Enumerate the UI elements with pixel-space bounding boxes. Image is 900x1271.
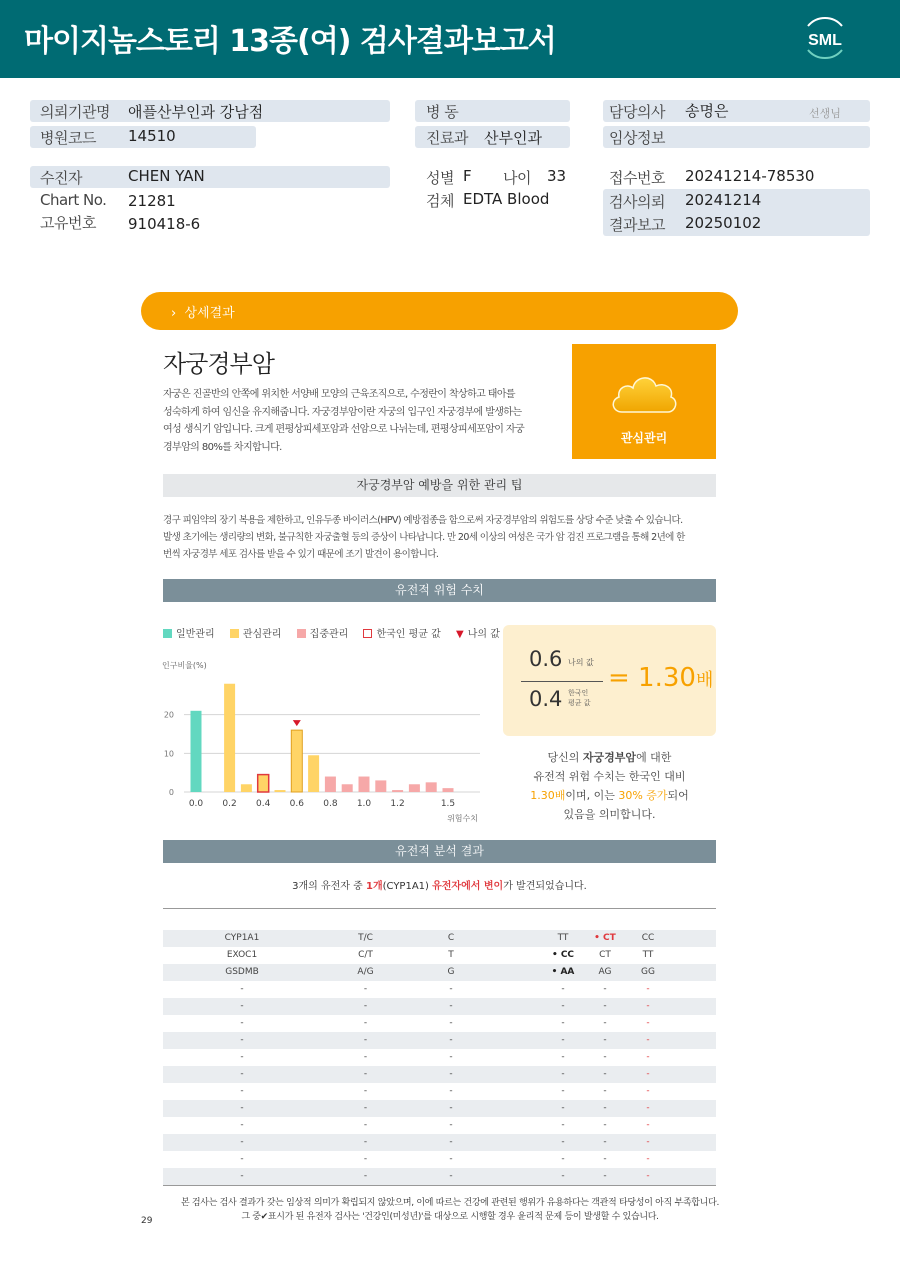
uid-label: 고유번호 bbox=[40, 214, 96, 232]
table-cell: - bbox=[646, 1137, 650, 1147]
legend-label: 한국인 평균 값 bbox=[376, 629, 441, 640]
table-cell: - bbox=[240, 1001, 244, 1011]
report-title: 마이지놈스토리 13종(여) 검사결과보고서 bbox=[24, 24, 556, 59]
table-cell: - bbox=[363, 1018, 368, 1028]
y-tick-label: 0 bbox=[168, 788, 174, 797]
table-cell: - bbox=[646, 1086, 650, 1096]
risk-desc-line: 유전적 위험 수치는 한국인 대비 bbox=[533, 770, 686, 783]
institution-label: 의뢰기관명 bbox=[40, 103, 110, 121]
table-cell: - bbox=[363, 1001, 368, 1011]
ratio-number: = 1.30 bbox=[608, 663, 696, 693]
receipt-value: 20241214-78530 bbox=[685, 167, 815, 185]
table-row bbox=[163, 981, 716, 998]
table-cell: - bbox=[646, 1120, 650, 1130]
table-cell: - bbox=[449, 1035, 453, 1045]
table-cell: GSDMB bbox=[225, 967, 259, 977]
gene-table bbox=[163, 930, 716, 1185]
table-row bbox=[163, 1015, 716, 1032]
bar bbox=[308, 755, 319, 792]
risk-desc-line: 당신의 자궁경부암에 대한 bbox=[547, 751, 672, 764]
table-cell: - bbox=[603, 1069, 607, 1079]
my-value-label: 나의 값 bbox=[568, 658, 594, 667]
table-cell: - bbox=[363, 1035, 368, 1045]
table-cell: - bbox=[561, 1137, 565, 1147]
bar bbox=[359, 777, 370, 792]
request-label: 검사의뢰 bbox=[609, 193, 665, 211]
table-cell: - bbox=[561, 1103, 565, 1113]
table-cell: - bbox=[240, 1154, 244, 1164]
y-tick-label: 10 bbox=[163, 749, 174, 759]
bar bbox=[325, 777, 336, 792]
table-cell: - bbox=[240, 1137, 244, 1147]
legend-swatch bbox=[297, 629, 306, 638]
table-cell: - bbox=[363, 1137, 368, 1147]
table-cell: - bbox=[363, 1086, 368, 1096]
legend-swatch bbox=[230, 629, 239, 638]
table-cell: - bbox=[240, 1103, 244, 1113]
table-cell: - bbox=[449, 1120, 453, 1130]
table-cell: - bbox=[603, 1001, 607, 1011]
table-cell: - bbox=[449, 984, 453, 994]
table-cell: - bbox=[449, 1086, 453, 1096]
bar bbox=[443, 788, 454, 792]
dept-label: 진료과 bbox=[426, 129, 468, 147]
table-row bbox=[163, 1151, 716, 1168]
table-row bbox=[163, 964, 716, 981]
table-cell: - bbox=[449, 1001, 453, 1011]
table-cell: - bbox=[646, 1069, 650, 1079]
table-cell: - bbox=[363, 1120, 368, 1130]
patient-label: 수진자 bbox=[40, 169, 82, 187]
page-number: 29 bbox=[141, 1216, 153, 1226]
status-card bbox=[572, 344, 716, 459]
table-cell: - bbox=[449, 1154, 453, 1164]
logo-text: SML bbox=[808, 32, 842, 49]
hospital-code-label: 병원코드 bbox=[40, 129, 96, 147]
disease-description bbox=[163, 386, 563, 456]
x-tick-label: 0.8 bbox=[323, 799, 338, 809]
tips-title: 자궁경부암 예방을 위한 관리 팁 bbox=[163, 474, 716, 497]
table-cell: - bbox=[603, 1154, 607, 1164]
table-top-rule bbox=[163, 908, 716, 909]
bar bbox=[342, 784, 353, 792]
table-row bbox=[163, 1032, 716, 1049]
table-cell: - bbox=[240, 1086, 244, 1096]
table-cell: - bbox=[240, 1035, 244, 1045]
table-cell: - bbox=[646, 984, 650, 994]
table-cell: - bbox=[240, 1171, 244, 1181]
patient-value: CHEN YAN bbox=[128, 167, 205, 185]
sex-label: 성별 bbox=[426, 169, 454, 187]
x-tick-label: 1.5 bbox=[440, 799, 456, 809]
legend-swatch bbox=[363, 629, 372, 638]
table-cell: AG bbox=[598, 967, 612, 977]
bar bbox=[224, 684, 235, 792]
table-cell: CT bbox=[599, 950, 611, 960]
analysis-title: 유전적 분석 결과 bbox=[163, 840, 716, 863]
table-bottom-rule bbox=[163, 1185, 716, 1186]
bar bbox=[409, 784, 420, 792]
table-cell: - bbox=[603, 1018, 607, 1028]
table-cell: - bbox=[449, 1018, 453, 1028]
x-tick-label: 0.6 bbox=[289, 799, 304, 809]
report-header bbox=[0, 0, 900, 78]
doctor-value: 송명은 bbox=[685, 102, 729, 120]
disease-title: 자궁경부암 bbox=[163, 350, 274, 378]
tips-text bbox=[163, 512, 723, 563]
ratio-value bbox=[608, 663, 713, 693]
table-cell: - bbox=[646, 1035, 650, 1045]
table-cell: - bbox=[561, 1001, 565, 1011]
avg-value: 0.4 bbox=[529, 687, 563, 711]
table-cell: TT bbox=[557, 933, 569, 943]
legend-korean-avg bbox=[363, 625, 440, 640]
bar bbox=[275, 790, 286, 792]
bar bbox=[241, 784, 252, 792]
table-cell: - bbox=[646, 1018, 650, 1028]
risk-distribution-chart bbox=[160, 655, 490, 825]
receipt-label: 접수번호 bbox=[609, 169, 665, 187]
request-value: 20241214 bbox=[685, 191, 762, 209]
y-axis-label: 인구비율(%) bbox=[162, 661, 207, 670]
table-cell: - bbox=[646, 1103, 650, 1113]
institution-value: 애플산부인과 강남점 bbox=[128, 103, 264, 121]
table-cell: - bbox=[449, 1069, 453, 1079]
legend-intensive bbox=[297, 625, 349, 640]
legend-my-value bbox=[456, 625, 500, 640]
x-tick-label: 1.2 bbox=[390, 799, 405, 809]
table-cell: - bbox=[449, 1137, 453, 1147]
ward-label: 병 동 bbox=[426, 103, 459, 121]
uid-value: 910418-6 bbox=[128, 215, 201, 233]
table-cell: CYP1A1 bbox=[224, 933, 260, 943]
table-cell: - bbox=[240, 1018, 244, 1028]
x-tick-label: 1.0 bbox=[356, 799, 372, 809]
bar bbox=[392, 790, 403, 792]
patient-row bbox=[30, 166, 390, 188]
table-row bbox=[163, 930, 716, 947]
x-axis-label: 위험수치 bbox=[447, 814, 478, 823]
table-cell: T/C bbox=[358, 933, 373, 943]
tips-line: 경구 피임약의 장기 복용을 제한하고, 인유두종 바이러스(HPV) 예방접종을 함으로써 자궁경부암의 위험도를 상당 수준 낮출 수 있습니다. bbox=[163, 515, 683, 526]
table-cell: - bbox=[646, 1052, 650, 1062]
avg-value-label bbox=[568, 688, 591, 708]
bar bbox=[375, 780, 386, 792]
table-cell: - bbox=[603, 984, 607, 994]
legend-label: 관심관리 bbox=[242, 629, 282, 640]
table-cell: - bbox=[561, 1154, 565, 1164]
table-cell: - bbox=[240, 1052, 244, 1062]
my-value: 0.6 bbox=[529, 647, 563, 671]
table-cell: - bbox=[449, 1103, 453, 1113]
table-cell: - bbox=[561, 1120, 565, 1130]
table-row bbox=[163, 1168, 716, 1185]
tips-line: 번씩 자궁경부 세포 검사를 받을 수 있기 때문에 조기 발견이 용이합니다. bbox=[163, 549, 439, 560]
ratio-card bbox=[503, 625, 716, 736]
doctor-label: 담당의사 bbox=[609, 103, 665, 121]
chart-no-label: Chart No. bbox=[40, 191, 107, 209]
doctor-suffix: 선생님 bbox=[809, 107, 841, 120]
table-cell: - bbox=[603, 1137, 607, 1147]
legend-general bbox=[163, 625, 215, 640]
bar bbox=[258, 775, 269, 792]
table-cell: - bbox=[603, 1120, 607, 1130]
risk-desc-line: 1.30배이며, 이는 30% 증가되어 bbox=[530, 789, 689, 802]
table-cell: - bbox=[363, 1052, 368, 1062]
tips-line: 발생 초기에는 생리량의 변화, 불규칙한 자궁출혈 등의 증상이 나타납니다. 만 20세 이상의 여성은 국가 암 검진 프로그램을 통해 2년에 한 bbox=[163, 532, 685, 543]
risk-desc-line: 있음을 의미합니다. bbox=[563, 808, 656, 821]
table-row bbox=[163, 1083, 716, 1100]
table-cell: - bbox=[240, 984, 244, 994]
sml-logo bbox=[800, 12, 850, 64]
triangle-down-icon: ▼ bbox=[456, 629, 464, 640]
table-cell: - bbox=[646, 1154, 650, 1164]
legend-swatch bbox=[163, 629, 172, 638]
table-row bbox=[163, 1117, 716, 1134]
specimen-value: EDTA Blood bbox=[463, 190, 550, 208]
section-bar-label: › 상세결과 bbox=[171, 306, 235, 321]
fraction-line bbox=[521, 681, 603, 682]
table-cell: - bbox=[603, 1103, 607, 1113]
hospital-code-value: 14510 bbox=[128, 127, 176, 145]
legend-attention bbox=[230, 625, 282, 640]
table-cell: - bbox=[561, 1069, 565, 1079]
table-row bbox=[163, 998, 716, 1015]
report-value: 20250102 bbox=[685, 214, 762, 232]
disclaimer-line: 본 검사는 검사 결과가 갖는 임상적 의미가 확립되지 않았으며, 이에 따르는 건강에 관련된 행위가 유용하다는 객관적 타당성이 아직 부족합니다. bbox=[180, 1198, 720, 1208]
disclaimer-line: 그 중✔표시가 된 유전자 검사는 '건강인(미성년)'를 대상으로 시행할 경우 윤리적 문제 등이 발생할 수 있습니다. bbox=[241, 1212, 659, 1222]
y-tick-label: 20 bbox=[163, 710, 174, 720]
legend-label: 나의 값 bbox=[467, 629, 500, 640]
table-cell: - bbox=[561, 1171, 565, 1181]
table-cell: • AA bbox=[551, 967, 575, 977]
bar bbox=[426, 782, 437, 792]
x-tick-label: 0.0 bbox=[188, 799, 204, 809]
table-cell: - bbox=[561, 1035, 565, 1045]
table-cell: - bbox=[363, 1069, 368, 1079]
table-cell: • CT bbox=[594, 933, 616, 943]
clinical-label: 임상정보 bbox=[609, 129, 665, 147]
dept-value: 산부인과 bbox=[484, 129, 542, 147]
table-cell: - bbox=[646, 1171, 650, 1181]
table-cell: - bbox=[240, 1120, 244, 1130]
age-value: 33 bbox=[547, 167, 567, 185]
table-cell: TT bbox=[642, 950, 654, 960]
x-tick-label: 0.4 bbox=[256, 799, 271, 809]
table-cell: • CC bbox=[551, 950, 575, 960]
table-row bbox=[163, 1100, 716, 1117]
bar bbox=[291, 730, 302, 792]
risk-title: 유전적 위험 수치 bbox=[163, 579, 716, 602]
table-cell: - bbox=[363, 1103, 368, 1113]
disclaimer bbox=[140, 1196, 760, 1224]
table-cell: C bbox=[447, 933, 455, 943]
table-cell: - bbox=[363, 1154, 368, 1164]
table-cell: - bbox=[603, 1035, 607, 1045]
section-bar bbox=[141, 292, 738, 330]
chart-no-value: 21281 bbox=[128, 192, 176, 210]
table-row bbox=[163, 1066, 716, 1083]
legend-label: 집중관리 bbox=[309, 629, 349, 640]
specimen-label: 검체 bbox=[426, 192, 454, 210]
table-row bbox=[163, 1049, 716, 1066]
status-label: 관심관리 bbox=[620, 431, 668, 445]
section-bar-text: 상세결과 bbox=[184, 306, 235, 321]
legend-label: 일반관리 bbox=[176, 629, 215, 640]
avg-value-label-1: 한국인 bbox=[568, 689, 589, 697]
table-cell: - bbox=[561, 1052, 565, 1062]
table-cell: G bbox=[447, 967, 455, 977]
disease-desc-line: 경부암의 80%를 차지합니다. bbox=[163, 441, 282, 453]
analysis-summary: 3개의 유전자 중 1개(CYP1A1) 유전자에서 변이가 발견되었습니다. bbox=[292, 881, 587, 892]
table-cell: - bbox=[603, 1052, 607, 1062]
table-cell: - bbox=[363, 984, 368, 994]
bar bbox=[191, 711, 202, 792]
ratio-unit: 배 bbox=[695, 670, 714, 691]
chart-legend bbox=[163, 625, 512, 640]
table-row bbox=[163, 1134, 716, 1151]
table-cell: - bbox=[363, 1171, 368, 1181]
risk-description bbox=[503, 748, 716, 824]
disease-desc-line: 자궁은 진골반의 안쪽에 위치한 서양배 모양의 근육조직으로, 수정란이 착상하고 태아를 bbox=[163, 389, 515, 400]
table-cell: T bbox=[448, 950, 454, 960]
my-value-marker bbox=[293, 720, 301, 726]
table-cell: A/G bbox=[357, 967, 374, 977]
cloud-icon bbox=[608, 366, 680, 418]
table-cell: - bbox=[449, 1171, 453, 1181]
table-cell: - bbox=[561, 984, 565, 994]
table-cell: GG bbox=[641, 967, 655, 977]
disease-desc-line: 성숙하게 하여 임신을 유지해줍니다. 자궁경부암이란 자궁의 입구인 자궁경부에 발생하는 bbox=[163, 406, 522, 418]
table-cell: - bbox=[561, 1086, 565, 1096]
table-cell: C/T bbox=[358, 950, 373, 960]
x-tick-label: 0.2 bbox=[222, 799, 237, 809]
table-cell: - bbox=[646, 1001, 650, 1011]
sex-value: F bbox=[463, 167, 472, 185]
disease-desc-line: 여성 생식기 암입니다. 크게 편평상피세포암과 선암으로 나뉘는데, 편평상피세포암이 자궁 bbox=[163, 424, 525, 435]
table-cell: EXOC1 bbox=[226, 950, 258, 960]
table-cell: - bbox=[561, 1018, 565, 1028]
table-cell: CC bbox=[641, 933, 655, 943]
table-cell: - bbox=[449, 1052, 453, 1062]
age-label: 나이 bbox=[503, 169, 531, 187]
avg-value-label-2: 평균 값 bbox=[568, 699, 591, 707]
table-cell: - bbox=[603, 1086, 607, 1096]
table-cell: - bbox=[603, 1171, 607, 1181]
report-label: 결과보고 bbox=[609, 216, 665, 234]
table-row bbox=[163, 947, 716, 964]
table-cell: - bbox=[240, 1069, 244, 1079]
